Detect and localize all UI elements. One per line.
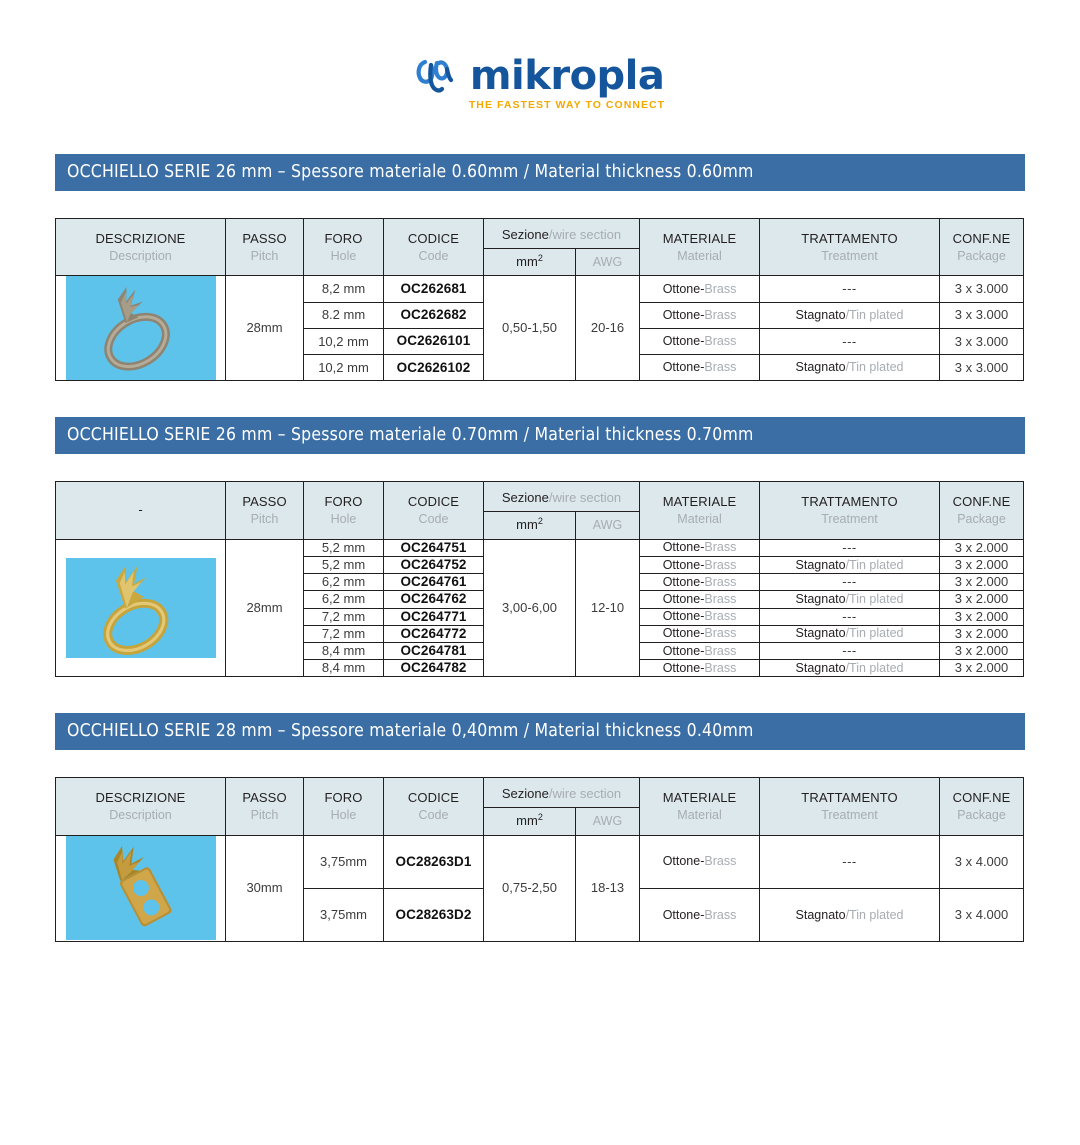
hole-value: 3,75mm [304, 835, 384, 888]
hole-value: 10,2 mm [304, 328, 384, 354]
table-header-row [56, 778, 1024, 808]
treatment-value: --- [760, 574, 940, 591]
product-table [55, 777, 1024, 942]
package-value: 3 x 3.000 [940, 302, 1024, 328]
col-package: CONF.NE Package [940, 482, 1024, 539]
mikropla-mu-icon [415, 56, 461, 96]
section-awg-value: 20-16 [576, 276, 640, 381]
package-value: 3 x 4.000 [940, 835, 1024, 888]
col-section-awg: AWG [576, 512, 640, 540]
section-mm2-value: 0,75-2,50 [484, 835, 576, 941]
hole-value: 8,4 mm [304, 642, 384, 659]
material-value: Ottone-Brass [640, 625, 760, 642]
package-value: 3 x 3.000 [940, 328, 1024, 354]
hole-value: 5,2 mm [304, 557, 384, 574]
blade-terminal-photo [66, 836, 216, 940]
section-serie-26-070 [55, 417, 1025, 677]
treatment-value: Stagnato/Tin plated [760, 591, 940, 608]
treatment-value: Stagnato/Tin plated [760, 355, 940, 381]
treatment-value: --- [760, 539, 940, 556]
section-awg-value: 18-13 [576, 835, 640, 941]
hole-value: 7,2 mm [304, 608, 384, 625]
package-value: 3 x 3.000 [940, 276, 1024, 302]
section-serie-26-060 [55, 154, 1025, 381]
col-hole: FORO Hole [304, 219, 384, 276]
table-header-row [56, 482, 1024, 512]
material-value: Ottone-Brass [640, 574, 760, 591]
material-value: Ottone-Brass [640, 835, 760, 888]
treatment-value: --- [760, 835, 940, 888]
section-serie-28-040 [55, 713, 1025, 942]
mikropla-logo [415, 53, 666, 111]
treatment-value: Stagnato/Tin plated [760, 660, 940, 677]
hole-value: 10,2 mm [304, 355, 384, 381]
hole-value: 7,2 mm [304, 625, 384, 642]
col-section: Sezione/wire section [484, 482, 640, 512]
material-value: Ottone-Brass [640, 660, 760, 677]
treatment-value: Stagnato/Tin plated [760, 557, 940, 574]
package-value: 3 x 2.000 [940, 642, 1024, 659]
product-photo-cell [56, 539, 226, 677]
col-material: MATERIALE Material [640, 219, 760, 276]
code-value: OC264761 [384, 574, 484, 591]
col-code: CODICE Code [384, 778, 484, 835]
code-value: OC264772 [384, 625, 484, 642]
brand-header [0, 0, 1080, 111]
col-pitch: PASSO Pitch [226, 482, 304, 539]
col-section: Sezione/wire section [484, 219, 640, 249]
col-treatment: TRATTAMENTO Treatment [760, 778, 940, 835]
code-value: OC264762 [384, 591, 484, 608]
ring-terminal-grey-photo [66, 276, 216, 380]
product-photo-cell [56, 276, 226, 381]
hole-value: 8,4 mm [304, 660, 384, 677]
hole-value: 5,2 mm [304, 539, 384, 556]
hole-value: 8,2 mm [304, 276, 384, 302]
package-value: 3 x 2.000 [940, 539, 1024, 556]
package-value: 3 x 4.000 [940, 888, 1024, 941]
code-value: OC262681 [384, 276, 484, 302]
col-hole: FORO Hole [304, 778, 384, 835]
code-value: OC264771 [384, 608, 484, 625]
package-value: 3 x 3.000 [940, 355, 1024, 381]
material-value: Ottone-Brass [640, 328, 760, 354]
package-value: 3 x 2.000 [940, 625, 1024, 642]
col-pitch: PASSO Pitch [226, 219, 304, 276]
hole-value: 6,2 mm [304, 591, 384, 608]
col-treatment: TRATTAMENTO Treatment [760, 219, 940, 276]
col-package: CONF.NE Package [940, 219, 1024, 276]
material-value: Ottone-Brass [640, 557, 760, 574]
treatment-value: --- [760, 642, 940, 659]
col-material: MATERIALE Material [640, 482, 760, 539]
catalog-sheet [55, 111, 1025, 942]
code-value: OC264782 [384, 660, 484, 677]
brand-tagline: THE FASTEST WAY TO CONNECT [468, 99, 666, 111]
col-package: CONF.NE Package [940, 778, 1024, 835]
table-row [56, 539, 1024, 556]
treatment-value: Stagnato/Tin plated [760, 302, 940, 328]
ring-terminal-brass-photo [66, 558, 216, 658]
section-title: OCCHIELLO SERIE 26 mm – Spessore materiale 0.70mm / Material thickness 0.70mm [55, 417, 1025, 454]
material-value: Ottone-Brass [640, 608, 760, 625]
col-section-awg: AWG [576, 248, 640, 276]
table-row [56, 835, 1024, 888]
pitch-value: 28mm [226, 276, 304, 381]
section-title: OCCHIELLO SERIE 28 mm – Spessore materiale 0,40mm / Material thickness 0.40mm [55, 713, 1025, 750]
code-value: OC264751 [384, 539, 484, 556]
material-value: Ottone-Brass [640, 355, 760, 381]
col-description: DESCRIZIONE Description [56, 219, 226, 276]
package-value: 3 x 2.000 [940, 574, 1024, 591]
col-material: MATERIALE Material [640, 778, 760, 835]
treatment-value: Stagnato/Tin plated [760, 625, 940, 642]
col-section-mm2: $mm^2$ [484, 512, 576, 540]
material-value: Ottone-Brass [640, 539, 760, 556]
hole-value: 8.2 mm [304, 302, 384, 328]
hole-value: 6,2 mm [304, 574, 384, 591]
pitch-value: 30mm [226, 835, 304, 941]
material-value: Ottone-Brass [640, 888, 760, 941]
brand-name: mikropla [469, 53, 665, 99]
col-section-mm2: $mm^2$ [484, 248, 576, 276]
pitch-value: 28mm [226, 539, 304, 677]
section-mm2-value: 0,50-1,50 [484, 276, 576, 381]
section-mm2-value: 3,00-6,00 [484, 539, 576, 677]
table-header-row [56, 219, 1024, 249]
hole-value: 3,75mm [304, 888, 384, 941]
code-value: OC264752 [384, 557, 484, 574]
col-hole: FORO Hole [304, 482, 384, 539]
section-awg-value: 12-10 [576, 539, 640, 677]
product-table [55, 481, 1024, 677]
material-value: Ottone-Brass [640, 591, 760, 608]
treatment-value: --- [760, 276, 940, 302]
package-value: 3 x 2.000 [940, 557, 1024, 574]
package-value: 3 x 2.000 [940, 591, 1024, 608]
col-description-empty: - [56, 482, 226, 539]
code-value: OC28263D1 [384, 835, 484, 888]
col-treatment: TRATTAMENTO Treatment [760, 482, 940, 539]
col-section-mm2: $mm^2$ [484, 807, 576, 835]
package-value: 3 x 2.000 [940, 660, 1024, 677]
code-value: OC2626101 [384, 328, 484, 354]
product-table [55, 218, 1024, 381]
col-pitch: PASSO Pitch [226, 778, 304, 835]
code-value: OC264781 [384, 642, 484, 659]
product-photo-cell [56, 835, 226, 941]
treatment-value: --- [760, 328, 940, 354]
code-value: OC2626102 [384, 355, 484, 381]
code-value: OC28263D2 [384, 888, 484, 941]
package-value: 3 x 2.000 [940, 608, 1024, 625]
col-section: Sezione/wire section [484, 778, 640, 808]
code-value: OC262682 [384, 302, 484, 328]
material-value: Ottone-Brass [640, 302, 760, 328]
col-code: CODICE Code [384, 482, 484, 539]
material-value: Ottone-Brass [640, 276, 760, 302]
treatment-value: --- [760, 608, 940, 625]
section-title: OCCHIELLO SERIE 26 mm – Spessore materiale 0.60mm / Material thickness 0.60mm [55, 154, 1025, 191]
treatment-value: Stagnato/Tin plated [760, 888, 940, 941]
col-description: DESCRIZIONE Description [56, 778, 226, 835]
material-value: Ottone-Brass [640, 642, 760, 659]
col-code: CODICE Code [384, 219, 484, 276]
table-row [56, 276, 1024, 302]
col-section-awg: AWG [576, 807, 640, 835]
